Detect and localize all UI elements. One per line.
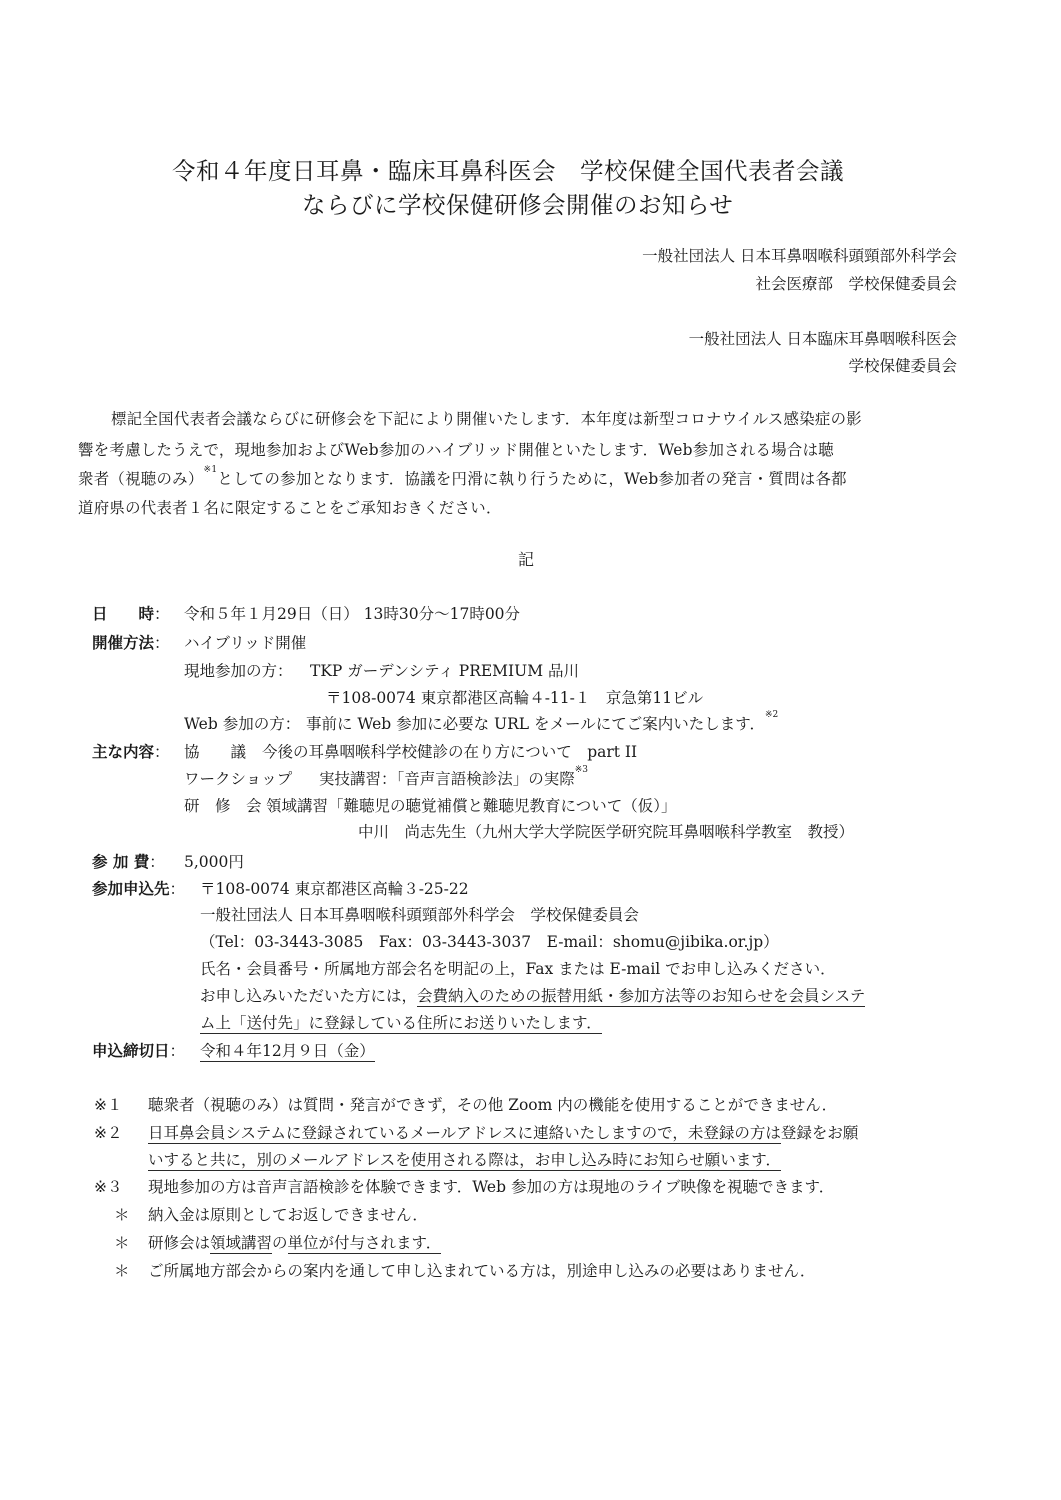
note-2-text-b: 未登録の方は <box>687 1124 781 1142</box>
datetime-label-text: 日 時 <box>92 605 155 623</box>
deadline-label-text: 申込締切日 <box>92 1042 170 1060</box>
note-1-mark: ※１ <box>94 1096 123 1114</box>
datetime-value: 令和５年１月29日（日） 13時30分～17時00分 <box>184 605 521 623</box>
content-1-label: 協 議 <box>184 743 247 761</box>
apply-note-3-underlined: ム上「送付先」に登録している住所にお送りいたします． <box>200 1014 602 1032</box>
fee-label-text: 参 加 費 <box>92 853 150 871</box>
intro-line-1: 標記全国代表者会議ならびに研修会を下記により開催いたします．本年度は新型コロナウイルス感染症の影 <box>111 410 862 428</box>
footnote-ref-3: ※3 <box>574 765 589 775</box>
content-1-value: 今後の耳鼻咽喉科学校健診の在り方について part II <box>262 743 638 761</box>
intro-line-2: 響を考慮したうえで，現地参加およびWeb参加のハイブリッド開催といたします．Web参加される場合は聴 <box>78 441 835 459</box>
apply-note-1: 氏名・会員番号・所属地方部会名を明記の上，Fax または E-mail でお申し込みください． <box>200 960 836 978</box>
deadline-label: 申込締切日： <box>92 1042 186 1060</box>
deadline-value <box>200 1039 375 1061</box>
web-value-text: 事前に Web 参加に必要な URL をメールにてご案内いたします． <box>306 715 765 733</box>
star-note-2-b: 領域講習 <box>210 1234 273 1252</box>
star-note-2-c: の <box>272 1234 288 1252</box>
note-2-text-line-2 <box>148 1148 781 1170</box>
star-note-2-mark: ＊ <box>114 1234 130 1252</box>
onsite-venue: TKP ガーデンシティ PREMIUM 品川 <box>310 662 580 680</box>
web-label: Web 参加の方： <box>184 715 301 733</box>
apply-address: 〒108-0074 東京都港区高輪３-25-22 <box>200 880 469 898</box>
footnote-ref-2: ※2 <box>764 710 779 720</box>
note-2-mark: ※２ <box>94 1124 123 1142</box>
note-3-text: 現地参加の方は音声言語検診を体験できます．Web 参加の方は現地のライブ映像を視聴できます． <box>148 1178 835 1196</box>
note-3-mark: ※３ <box>94 1178 123 1196</box>
content-label-text: 主な内容 <box>92 743 155 761</box>
note-2-text-c: 登録をお願 <box>780 1124 859 1142</box>
apply-note-3 <box>200 1011 602 1033</box>
web-value <box>306 712 778 734</box>
content-label: 主な内容： <box>92 743 170 761</box>
content-2-value-text: 実技講習：「音声言語検診法」の実際 <box>319 770 575 788</box>
organizer-1-name: 一般社団法人 日本耳鼻咽喉科頭頸部外科学会 <box>642 247 957 265</box>
title-line-2: ならびに学校保健研修会開催のお知らせ <box>302 191 734 219</box>
note-2-text-a: 日耳鼻会員システムに登録されているメールアドレスに連絡いたしますので， <box>148 1124 688 1142</box>
apply-org: 一般社団法人 日本耳鼻咽喉科頭頸部外科学会 学校保健委員会 <box>200 906 639 924</box>
apply-label: 参加申込先： <box>92 880 186 898</box>
intro-line-3-a: 衆者（視聴のみ） <box>78 470 204 488</box>
method-label: 開催方法： <box>92 634 170 652</box>
intro-line-4: 道府県の代表者１名に限定することをご承知おきください． <box>78 499 502 517</box>
content-3-label: 研 修 会 <box>184 797 262 815</box>
star-note-1-mark: ＊ <box>114 1206 130 1224</box>
star-note-2-a: 研修会は <box>148 1234 211 1252</box>
fee-value: 5,000円 <box>184 853 244 871</box>
note-2-text-line-1 <box>148 1121 858 1143</box>
deadline-value-text: 令和４年12月９日（金） <box>200 1042 375 1060</box>
content-3-value: 領域講習「難聴児の聴覚補償と難聴児教育について（仮）」 <box>266 797 677 815</box>
onsite-label: 現地参加の方： <box>184 662 293 680</box>
organizer-2-dept: 学校保健委員会 <box>848 357 957 375</box>
note-2-text-d: いすると共に，別のメールアドレスを使用される際は，お申し込み時にお知らせ願います． <box>148 1151 782 1169</box>
content-2-value <box>319 767 588 789</box>
apply-note-2 <box>200 984 865 1006</box>
star-note-2-text <box>148 1231 441 1253</box>
datetime-label: 日 時： <box>92 605 170 623</box>
apply-note-2-a: お申し込みいただいた方には， <box>200 987 418 1005</box>
star-note-1-text: 納入金は原則としてお返しできません． <box>148 1206 428 1224</box>
apply-label-text: 参加申込先 <box>92 880 170 898</box>
content-2-label: ワークショップ <box>184 770 293 788</box>
method-value: ハイブリッド開催 <box>184 634 307 652</box>
star-note-3-mark: ＊ <box>114 1262 130 1280</box>
star-note-3-text: ご所属地方部会からの案内を通して申し込まれている方は，別途申し込みの必要はありません． <box>148 1262 816 1280</box>
organizer-1-dept: 社会医療部 学校保健委員会 <box>755 275 957 293</box>
intro-line-3-b: としての参加となります．協議を円滑に執り行うために，Web参加者の発言・質問は各都 <box>217 470 847 488</box>
footnote-ref-1: ※1 <box>203 465 218 475</box>
content-3-speaker: 中川 尚志先生（九州大学大学院医学研究院耳鼻咽喉科学教室 教授） <box>358 823 855 841</box>
star-note-2-d: 単位が付与されます． <box>287 1234 442 1252</box>
apply-contact: （Tel：03-3443-3085 Fax：03-3443-3037 E-mail：shomu@jibika.or.jp） <box>200 933 779 951</box>
ki-heading: 記 <box>518 550 535 569</box>
method-label-text: 開催方法 <box>92 634 155 652</box>
title-line-1: 令和４年度日耳鼻・臨床耳鼻科医会 学校保健全国代表者会議 <box>172 157 844 185</box>
intro-line-3 <box>78 467 847 489</box>
note-1-text: 聴衆者（視聴のみ）は質問・発言ができず，その他 Zoom 内の機能を使用することができません． <box>148 1096 838 1114</box>
apply-note-2-underlined: 会費納入のための振替用紙・参加方法等のお知らせを会員システ <box>417 987 866 1005</box>
fee-label: 参 加 費： <box>92 853 165 871</box>
onsite-address: 〒108-0074 東京都港区高輪４-11-１ 京急第11ビル <box>326 689 704 707</box>
organizer-2-name: 一般社団法人 日本臨床耳鼻咽喉科医会 <box>688 330 957 348</box>
